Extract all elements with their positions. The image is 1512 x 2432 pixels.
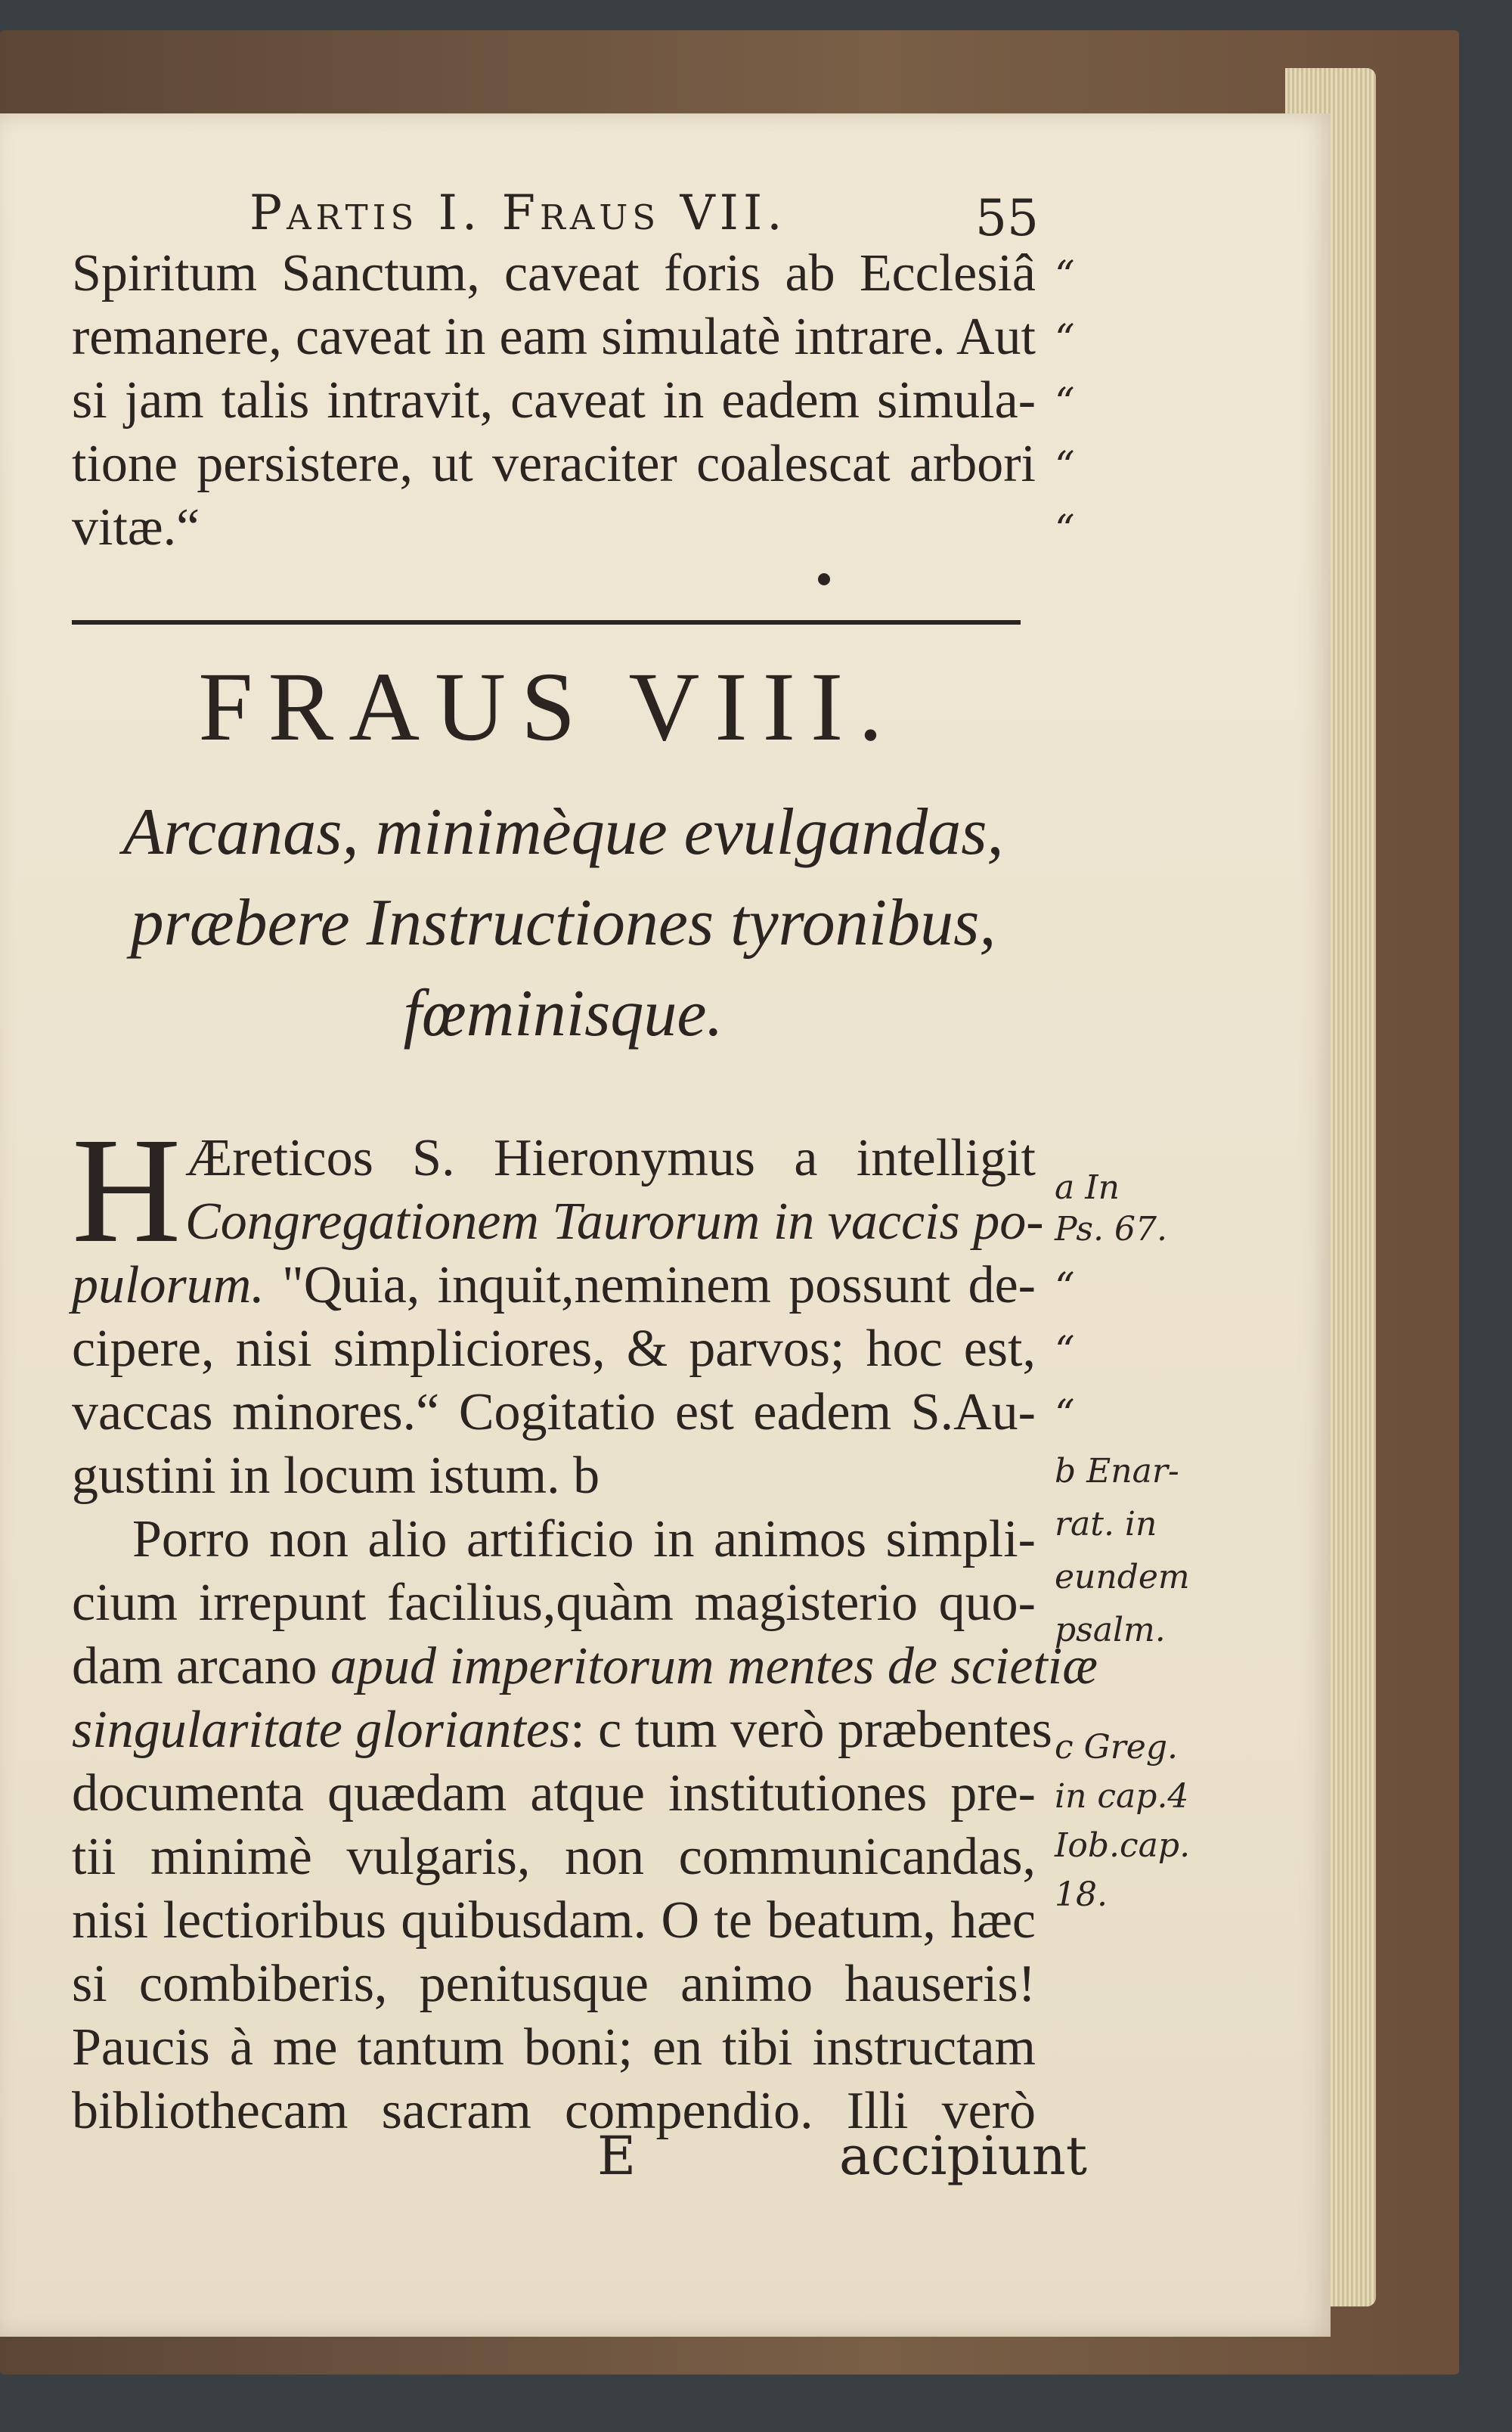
text-line: gustini in locum istum. b bbox=[72, 1447, 600, 1505]
margin-note: eundem bbox=[1055, 1558, 1190, 1596]
running-head: Partis I. Fraus VII. bbox=[249, 185, 787, 241]
quote-mark: “ bbox=[1055, 1392, 1075, 1438]
book-page bbox=[0, 113, 1331, 2337]
section-subtitle: præbere Instructiones tyronibus, bbox=[130, 886, 996, 960]
section-title: FRAUS VIII. bbox=[198, 653, 898, 762]
text-line: cium irrepunt facilius,quàm magisterio quo- bbox=[72, 1574, 1036, 1632]
text-span: "Quia, inquit,neminem possunt de- bbox=[264, 1256, 1036, 1314]
page-number: 55 bbox=[975, 189, 1039, 247]
quote-mark: “ bbox=[1055, 253, 1075, 299]
text-line bbox=[72, 1635, 1098, 1698]
margin-note: Ps. 67. bbox=[1055, 1210, 1167, 1249]
text-line: si jam talis intravit, caveat in eadem simula- bbox=[72, 371, 1036, 430]
text-line: nisi lectioribus quibusdam. O te beatum, hæc bbox=[72, 1891, 1036, 1950]
text-line: vaccas minores.“ Cogitatio est eadem S.Au- bbox=[72, 1383, 1036, 1441]
section-subtitle: Arcanas, minimèque evulgandas, bbox=[122, 796, 1004, 869]
quote-mark: “ bbox=[1055, 380, 1075, 426]
text-line: tione persistere, ut veraciter coalescat arbori bbox=[72, 435, 1036, 493]
section-rule bbox=[72, 620, 1021, 625]
italic-phrase: pulorum. bbox=[72, 1256, 265, 1314]
margin-note: 18. bbox=[1055, 1875, 1108, 1914]
text-span: : c tum verò præbentes bbox=[570, 1701, 1052, 1759]
quote-mark: “ bbox=[1055, 507, 1075, 553]
drop-cap: H bbox=[72, 1107, 181, 1274]
margin-note: c Greg. bbox=[1055, 1728, 1179, 1767]
text-line: Æreticos S. Hieronymus a intelligit bbox=[185, 1129, 1036, 1187]
text-line: tii minimè vulgaris, non communicandas, bbox=[72, 1828, 1036, 1886]
text-line: remanere, caveat in eam simulatè intrare. Aut bbox=[72, 308, 1036, 366]
text-line: vitæ.“ bbox=[72, 498, 200, 557]
text-line: Porro non alio artificio in animos simpli- bbox=[132, 1510, 1036, 1568]
quote-mark: “ bbox=[1055, 317, 1075, 362]
text-span: dam arcano bbox=[72, 1637, 331, 1695]
text-line: bibliothecam sacram compendio. Illi verò bbox=[72, 2082, 1036, 2140]
text-line: si combiberis, penitusque animo hauseris! bbox=[72, 1955, 1036, 2013]
catchword: accipiunt bbox=[839, 2125, 1088, 2187]
quote-mark: “ bbox=[1055, 1329, 1075, 1374]
quote-mark: “ bbox=[1055, 1265, 1075, 1311]
margin-note: Iob.cap. bbox=[1055, 1826, 1191, 1865]
margin-note: in cap.4 bbox=[1055, 1777, 1189, 1816]
italic-phrase: apud imperitorum mentes de scietiæ bbox=[330, 1637, 1098, 1695]
ornament-dot bbox=[818, 573, 830, 585]
italic-phrase: singularitate gloriantes bbox=[72, 1701, 571, 1759]
margin-note: rat. in bbox=[1055, 1505, 1157, 1543]
text-line bbox=[72, 1698, 1052, 1762]
quote-mark: “ bbox=[1055, 444, 1075, 489]
text-line: cipere, nisi simpliciores, & parvos; hoc est, bbox=[72, 1320, 1036, 1378]
text-line: Paucis à me tantum boni; en tibi instructam bbox=[72, 2018, 1036, 2077]
text-line bbox=[72, 1254, 1036, 1317]
margin-note: psalm. bbox=[1055, 1611, 1166, 1649]
text-line: Congregationem Taurorum in vaccis po- bbox=[185, 1193, 1044, 1251]
text-line: documenta quædam atque institutiones pre- bbox=[72, 1764, 1036, 1822]
text-line: Spiritum Sanctum, caveat foris ab Ecclesiâ bbox=[72, 244, 1036, 302]
signature-mark: E bbox=[597, 2125, 637, 2187]
margin-note: a In bbox=[1055, 1168, 1120, 1207]
margin-note: b Enar- bbox=[1055, 1452, 1179, 1491]
section-subtitle: fœminisque. bbox=[403, 977, 723, 1050]
